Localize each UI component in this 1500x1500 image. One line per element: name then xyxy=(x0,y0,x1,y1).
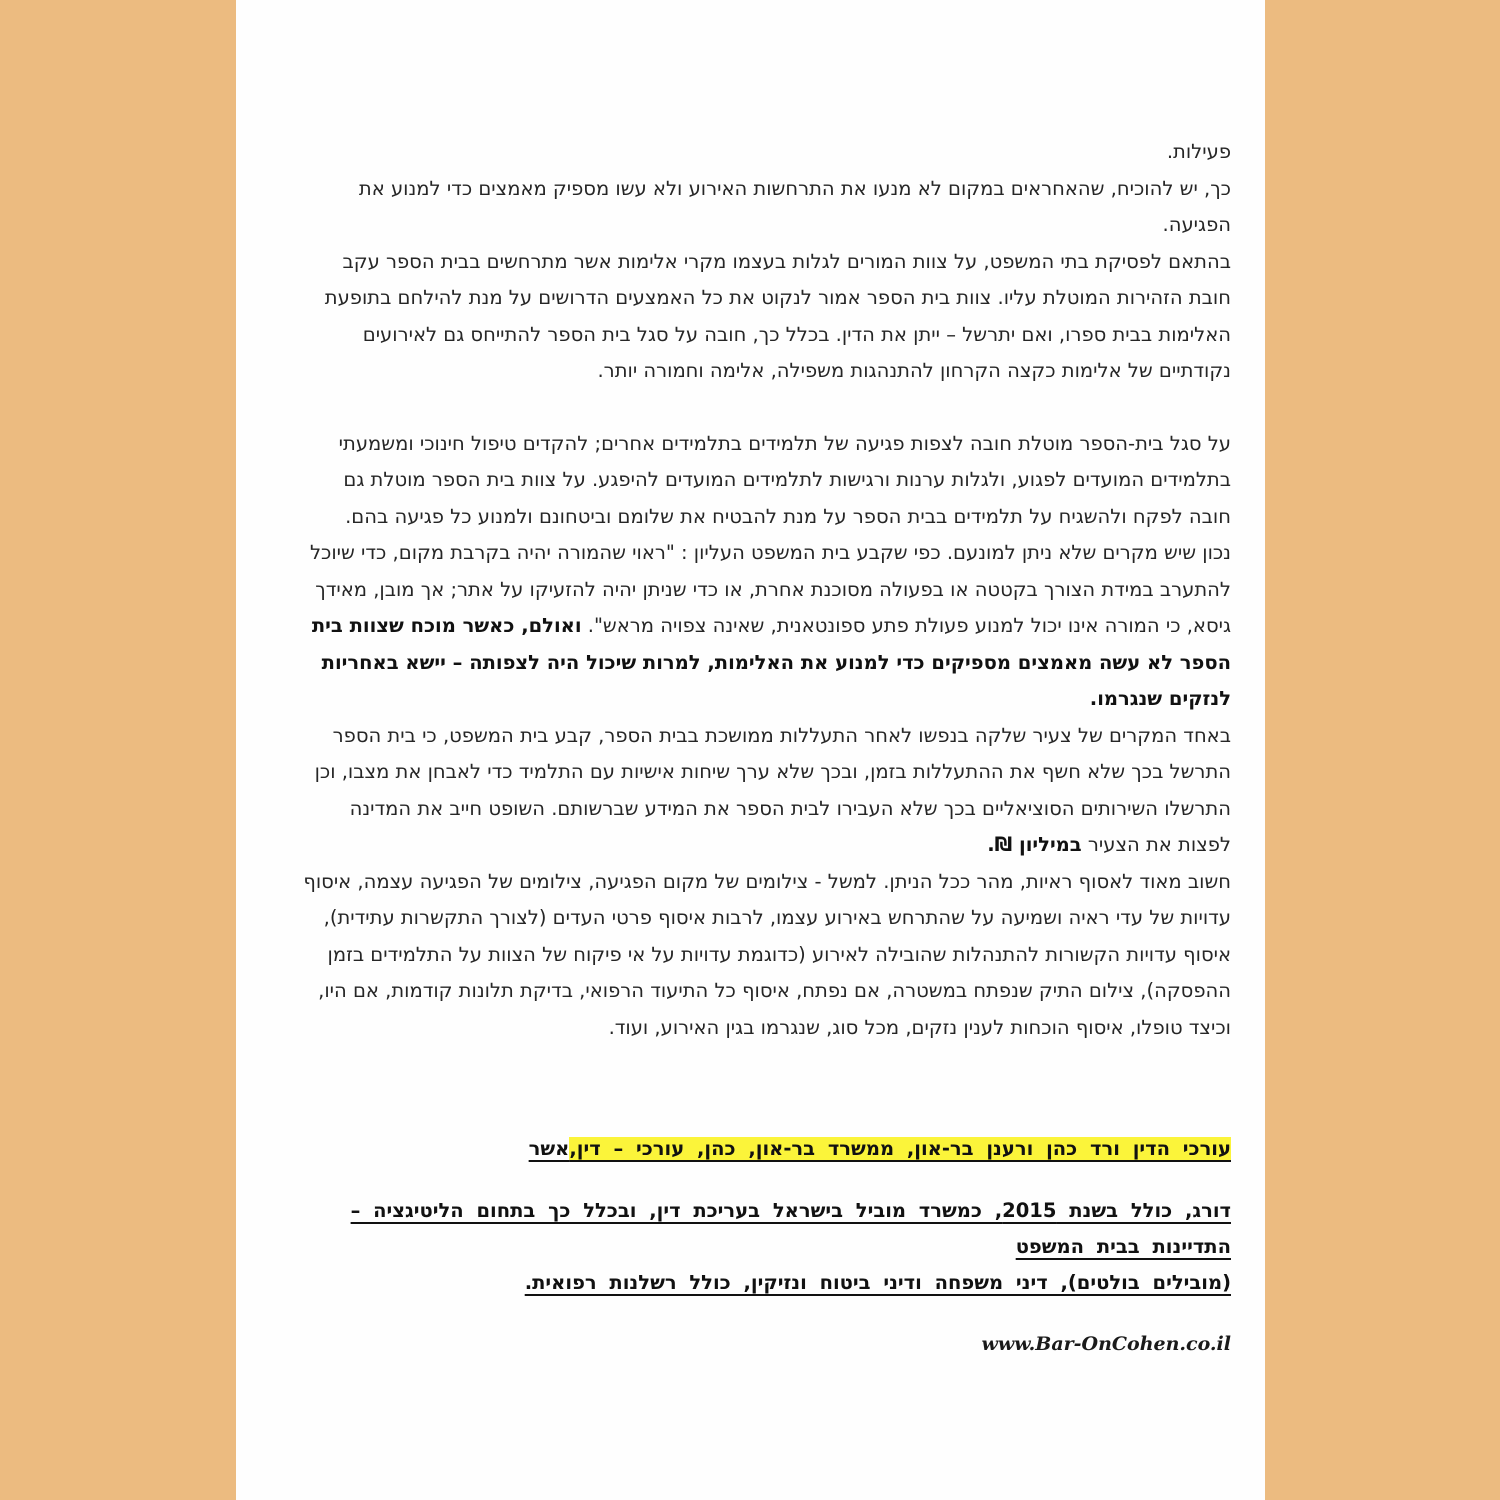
website-url: www.Bar-OnCohen.co.il xyxy=(981,1333,1231,1355)
firm-names-rest: אשר xyxy=(528,1137,570,1160)
paragraph-court-rulings: בהתאם לפסיקת בתי המשפט, על צוות המורים לגלות בעצמו מקרי אלימות אשר מתרחשים בבית הספר עקב חובת הזהירות המוטלת עליו. צוות בית הספר אמור לנקוט את כל האמצעים הדרושים על מנת להילחם בתופעת האלימות בבית ספרו, ואם יתרשל – ייתן את הדין. בכלל כך, חובה על סגל בית הספר להתייחס גם לאירועים נקודתיים של אלימות כקצה הקרחון להתנהגות משפילה, אלימה וחמורה יותר. xyxy=(324,249,1231,382)
firm-practice-areas: (מובילים בולטים), דיני משפחה ודיני ביטוח ונזיקין, כולל רשלנות רפואית. xyxy=(524,1271,1231,1294)
paragraph-case-example xyxy=(298,718,1231,864)
firm-ranking-block xyxy=(298,1193,1231,1301)
document-page xyxy=(236,0,1265,1500)
paragraph-proof: כך, יש להוכיח, שהאחראים במקום לא מנעו את התרחשות האירוע ולא עשו מספיק מאמצים כדי למנוע את הפגיעה. xyxy=(358,176,1231,236)
case-example-text: באחד המקרים של צעיר שלקה בנפשו לאחר התעללות ממושכת בבית הספר, קבע בית המשפט, כי בית הספר התרשל בכך שלא חשף את ההתעללות בזמן, ובכך שלא ערך שיחות אישיות עם התלמיד כדי לאבחן את מצבו, וכן התרשלו השירותים הסוציאליים בכך שלא העבירו לבית הספר את המידע שברשותם. השופט חייב את המדינה לפצות את הצעיר xyxy=(314,723,1231,856)
paragraph-opening-word: פעילות. xyxy=(1166,140,1231,163)
paragraph-gap xyxy=(298,390,1231,426)
paragraph-supreme-court xyxy=(298,535,1231,718)
firm-names-line xyxy=(298,1131,1231,1167)
firm-credits xyxy=(298,1131,1231,1301)
paragraph-evidence: חשוב מאוד לאסוף ראיות, מהר ככל הניתן. למשל - צילומים של מקום הפגיעה, צילומים של הפגיעה עצמה, איסוף עדויות של עדי ראיה ושמיעה על שהתרחש באירוע עצמו, לרבות איסוף פרטי העדים (לצורך התקשרות עתידית), איסוף עדויות הקשורות להתנהלות שהובילה לאירוע (כדוגמת עדויות על אי פיקוח של הצוות על התלמידים בזמן ההפסקה), צילום התיק שנפתח במשטרה, אם נפתח, איסוף כל התיעוד הרפואי, בדיקת תלונות קודמות, אם היו, וכיצד טופלו, איסוף הוכחות לענין נזקים, מכל סוג, שנגרמו בגין האירוע, ועוד. xyxy=(303,869,1231,1039)
supreme-court-bold: ואולם, כאשר מוכח שצוות בית הספר לא עשה מאמצים מספיקים כדי למנוע את האלימות, למרות שיכול היה לצפותה – יישא באחריות לנזקים שנגרמו. xyxy=(311,614,1231,710)
firm-names-highlight: עורכי הדין ורד כהן ורענן בר-און, ממשרד בר-און, כהן, עורכי – דין, xyxy=(569,1137,1231,1160)
firm-ranking: דורג, כולל בשנת 2015, כמשרד מוביל בישראל בעריכת דין, ובכלל כך בתחום הליטיגציה – התדיינות בבית המשפט xyxy=(350,1199,1231,1258)
document-body xyxy=(298,134,1231,1046)
supreme-court-text: נכון שיש מקרים שלא ניתן למונעם. כפי שקבע בית המשפט העליון : "ראוי שהמורה יהיה בקרבת מקום, כדי שיוכל להתערב במידת הצורך בקטטה או בפעולה מסוכנת אחרת, או כדי שניתן יהיה להזעיקו על אתר; אך מובן, מאידך גיסא, כי המורה אינו יכול למנוע פעולת פתע ספונטאנית, שאינה צפויה מראש". xyxy=(309,541,1231,637)
case-example-bold: במיליון ₪. xyxy=(987,833,1082,856)
paragraph-staff-duty: על סגל בית-הספר מוטלת חובה לצפות פגיעה של תלמידים בתלמידים אחרים; להקדים טיפול חינוכי ומשמעתי בתלמידים המועדים לפגוע, ולגלות ערנות ורגישות לתלמידים המועדים להיפגע. על צוות בית הספר מוטלת גם חובה לפקח ולהשגיח על תלמידים בבית הספר על מנת להבטיח את שלומם וביטחונם ולמנוע כל פגיעה בהם. xyxy=(338,431,1231,528)
